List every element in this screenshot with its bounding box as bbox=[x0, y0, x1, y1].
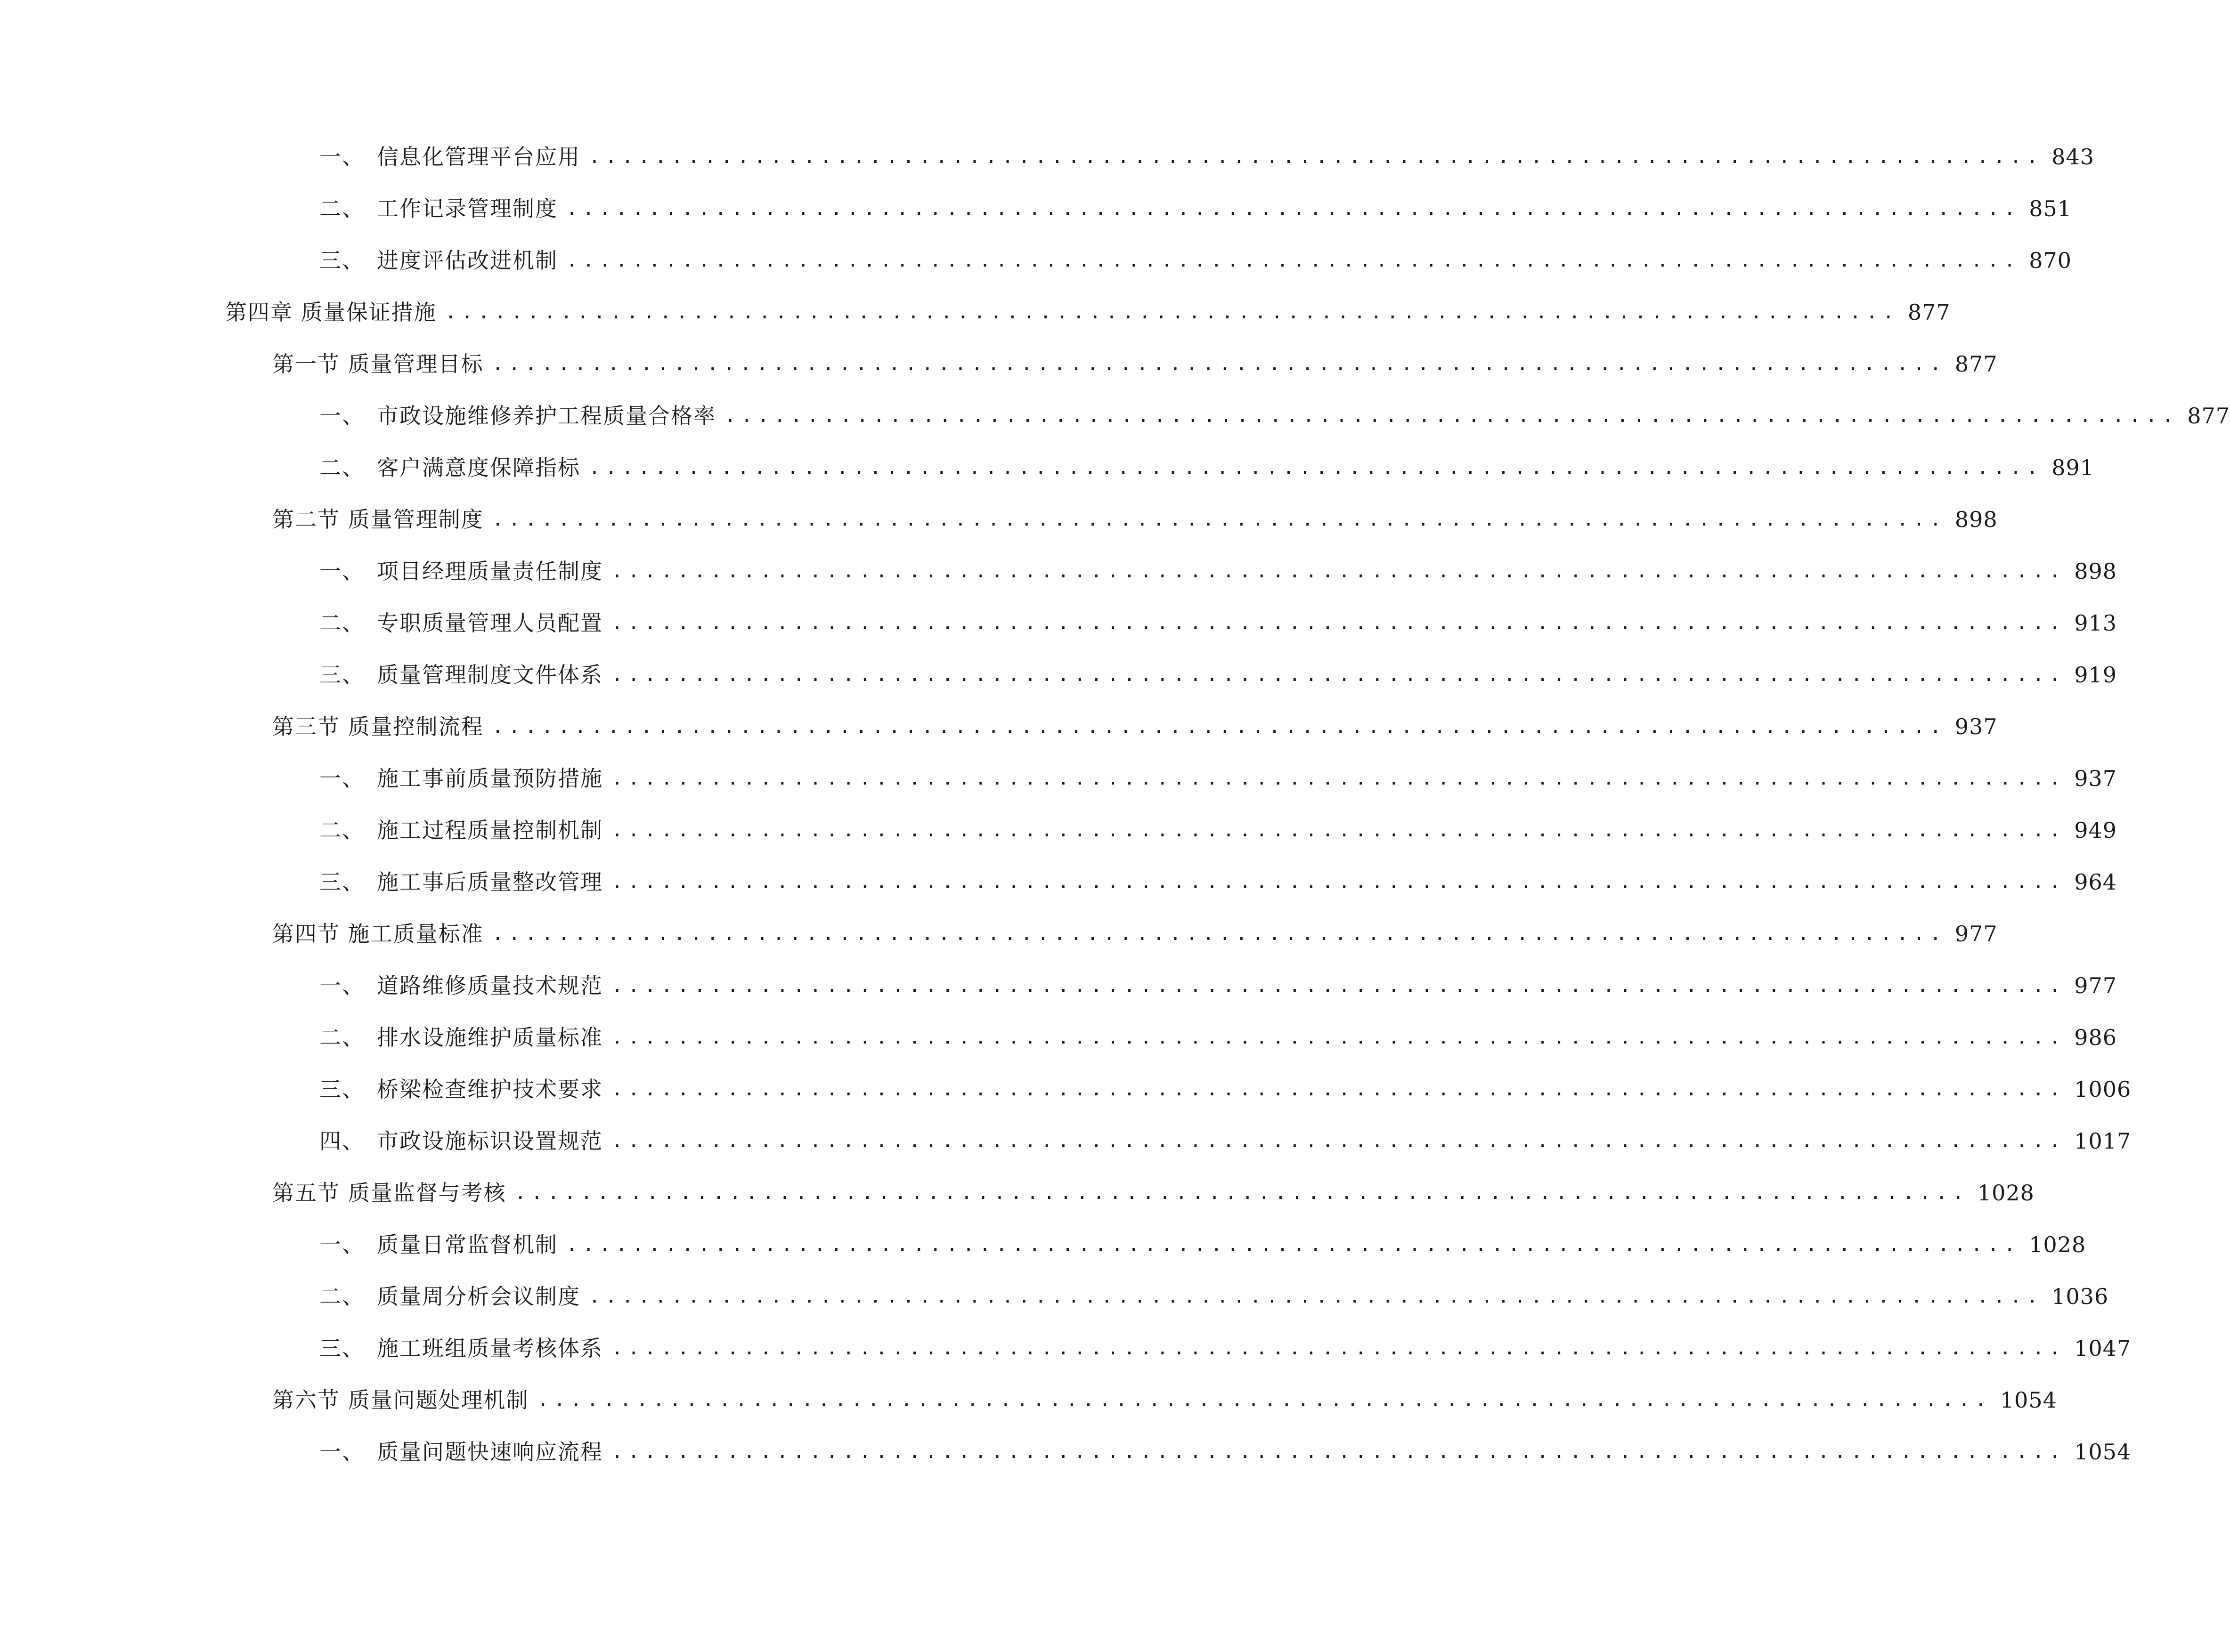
toc-entry-number: 二、 bbox=[319, 196, 365, 221]
toc-dot-leader: ........................................................................................ bbox=[566, 198, 2021, 219]
toc-entry-title: 第六节 质量问题处理机制 bbox=[272, 1387, 529, 1413]
toc-entry-page: 1036 bbox=[2051, 1284, 2109, 1309]
toc-entry[interactable] bbox=[319, 1122, 2132, 1160]
toc-entry-title: 项目经理质量责任制度 bbox=[377, 559, 603, 584]
toc-entry-page: 870 bbox=[2029, 248, 2072, 273]
toc-entry[interactable] bbox=[319, 656, 2117, 694]
toc-entry-number: 一、 bbox=[319, 144, 365, 170]
toc-entry[interactable] bbox=[319, 863, 2117, 901]
toc-entry-page: 877 bbox=[1954, 351, 1998, 377]
toc-entry-title: 信息化管理平台应用 bbox=[377, 144, 580, 170]
toc-entry-page: 898 bbox=[2074, 559, 2117, 584]
toc-entry[interactable] bbox=[319, 138, 2095, 176]
toc-entry[interactable] bbox=[319, 1433, 2132, 1471]
toc-entry[interactable] bbox=[319, 1329, 2132, 1367]
toc-entry-title: 质量问题快速响应流程 bbox=[377, 1439, 603, 1465]
toc-dot-leader: ........................................................................................ bbox=[611, 560, 2066, 582]
toc-entry-page: 1028 bbox=[2029, 1232, 2086, 1257]
toc-entry-number: 三、 bbox=[319, 248, 365, 273]
toc-entry-page: 986 bbox=[2074, 1025, 2117, 1050]
toc-entry-title: 质量周分析会议制度 bbox=[377, 1284, 580, 1309]
toc-entry-section[interactable] bbox=[272, 915, 1998, 953]
toc-entry[interactable] bbox=[319, 1070, 2132, 1108]
toc-entry-title: 道路维修质量技术规范 bbox=[377, 973, 603, 998]
toc-entry-title: 桥梁检查维护技术要求 bbox=[377, 1077, 603, 1102]
toc-entry-page: 877 bbox=[2187, 403, 2230, 429]
toc-entry-title: 第四节 施工质量标准 bbox=[272, 921, 484, 947]
toc-entry-title: 质量日常监督机制 bbox=[377, 1232, 558, 1257]
toc-entry-page: 843 bbox=[2051, 144, 2095, 170]
toc-entry-number: 一、 bbox=[319, 1439, 365, 1465]
toc-entry-title: 工作记录管理制度 bbox=[377, 196, 558, 221]
toc-entry-number: 三、 bbox=[319, 869, 365, 895]
toc-dot-leader: ........................................................................................ bbox=[611, 664, 2066, 686]
toc-dot-leader: ........................................................................................ bbox=[611, 975, 2066, 996]
toc-entry-number: 一、 bbox=[319, 973, 365, 998]
toc-entry-page: 891 bbox=[2051, 455, 2095, 480]
toc-dot-leader: ........................................................................................ bbox=[445, 301, 1899, 323]
toc-entry-section[interactable] bbox=[272, 708, 1998, 745]
toc-entry[interactable] bbox=[319, 1278, 2109, 1315]
toc-dot-leader: ........................................................................................ bbox=[589, 1286, 2043, 1307]
toc-entry[interactable] bbox=[319, 1019, 2117, 1056]
toc-entry-page: 1047 bbox=[2074, 1336, 2132, 1361]
toc-entry[interactable] bbox=[319, 242, 2072, 279]
toc-entry-title: 质量管理制度文件体系 bbox=[377, 662, 603, 688]
toc-entry[interactable] bbox=[319, 190, 2072, 227]
toc-entry-title: 施工事后质量整改管理 bbox=[377, 869, 603, 895]
toc-dot-leader: ........................................................................................ bbox=[611, 1337, 2066, 1359]
toc-dot-leader: ........................................................................................ bbox=[611, 1078, 2066, 1100]
toc-entry[interactable] bbox=[319, 397, 2230, 435]
toc-entry-number: 一、 bbox=[319, 403, 365, 429]
toc-dot-leader: ........................................................................................ bbox=[611, 819, 2066, 841]
toc-entry-page: 913 bbox=[2074, 610, 2117, 636]
toc-dot-leader: ........................................................................................ bbox=[492, 353, 1946, 375]
toc-entry-title: 第五节 质量监督与考核 bbox=[272, 1180, 506, 1206]
toc-entry-number: 一、 bbox=[319, 559, 365, 584]
toc-dot-leader: ........................................................................................ bbox=[589, 146, 2043, 168]
toc-dot-leader: ........................................................................................ bbox=[492, 923, 1946, 945]
toc-entry-title: 施工事前质量预防措施 bbox=[377, 766, 603, 791]
toc-entry-title: 第三节 质量控制流程 bbox=[272, 714, 484, 739]
toc-entry-number: 二、 bbox=[319, 818, 365, 843]
toc-entry-title: 第四章 质量保证措施 bbox=[225, 300, 437, 325]
toc-entry-page: 937 bbox=[1954, 714, 1998, 739]
toc-entry-number: 二、 bbox=[319, 1025, 365, 1050]
toc-dot-leader: ........................................................................................ bbox=[566, 250, 2021, 271]
toc-entry-page: 977 bbox=[2074, 973, 2117, 998]
toc-entry-section[interactable] bbox=[272, 345, 1998, 383]
toc-entry-page: 898 bbox=[1954, 507, 1998, 532]
toc-entry-title: 专职质量管理人员配置 bbox=[377, 610, 603, 636]
toc-entry-section[interactable] bbox=[272, 1381, 2057, 1419]
toc-entry-number: 一、 bbox=[319, 766, 365, 791]
toc-entry-section[interactable] bbox=[272, 501, 1998, 538]
toc-dot-leader: ........................................................................................ bbox=[611, 1027, 2066, 1048]
toc-entry-title: 第一节 质量管理目标 bbox=[272, 351, 484, 377]
toc-entry-title: 施工过程质量控制机制 bbox=[377, 818, 603, 843]
toc-entry-title: 市政设施标识设置规范 bbox=[377, 1128, 603, 1154]
toc-dot-leader: ........................................................................................ bbox=[611, 1130, 2066, 1152]
toc-dot-leader: ........................................................................................ bbox=[611, 612, 2066, 634]
toc-entry-page: 919 bbox=[2074, 662, 2117, 688]
toc-entry[interactable] bbox=[319, 1226, 2086, 1263]
toc-entry-number: 二、 bbox=[319, 455, 365, 480]
toc-entry-number: 一、 bbox=[319, 1232, 365, 1257]
toc-entry-page: 949 bbox=[2074, 818, 2117, 843]
toc-entry[interactable] bbox=[319, 552, 2117, 590]
toc-entry-title: 市政设施维修养护工程质量合格率 bbox=[377, 403, 716, 429]
toc-entry-page: 964 bbox=[2074, 869, 2117, 895]
toc-entry[interactable] bbox=[319, 604, 2117, 642]
toc-entry-title: 第二节 质量管理制度 bbox=[272, 507, 484, 532]
toc-entry-title: 排水设施维护质量标准 bbox=[377, 1025, 603, 1050]
toc-entry-chapter[interactable] bbox=[225, 293, 1951, 331]
toc-entry-page: 977 bbox=[1954, 921, 1998, 947]
toc-entry-page: 937 bbox=[2074, 766, 2117, 791]
toc-entry-number: 三、 bbox=[319, 662, 365, 688]
toc-entry-page: 1017 bbox=[2074, 1128, 2132, 1154]
toc-entry-number: 三、 bbox=[319, 1336, 365, 1361]
toc-entry-number: 二、 bbox=[319, 1284, 365, 1309]
toc-entry[interactable] bbox=[319, 449, 2095, 486]
toc-entry-title: 客户满意度保障指标 bbox=[377, 455, 580, 480]
toc-dot-leader: ........................................................................................ bbox=[566, 1234, 2021, 1255]
toc-entry-section[interactable] bbox=[272, 1174, 2035, 1212]
toc-dot-leader: ........................................................................................ bbox=[724, 405, 2179, 427]
toc-entry-number: 三、 bbox=[319, 1077, 365, 1102]
toc-entry-title: 进度评估改进机制 bbox=[377, 248, 558, 273]
toc-entry-page: 1054 bbox=[2000, 1387, 2057, 1413]
toc-dot-leader: ........................................................................................ bbox=[514, 1182, 1969, 1204]
toc-dot-leader: ........................................................................................ bbox=[492, 509, 1946, 530]
toc-dot-leader: ........................................................................................ bbox=[589, 457, 2043, 478]
toc-entry-page: 1054 bbox=[2074, 1439, 2132, 1465]
toc-entry-page: 1006 bbox=[2074, 1077, 2132, 1102]
toc-entry-number: 二、 bbox=[319, 610, 365, 636]
toc-dot-leader: ........................................................................................ bbox=[492, 716, 1946, 737]
toc-entry[interactable] bbox=[319, 967, 2117, 1004]
toc-entry[interactable] bbox=[319, 760, 2117, 797]
toc-dot-leader: ........................................................................................ bbox=[611, 871, 2066, 893]
toc-entry-page: 877 bbox=[1907, 300, 1951, 325]
toc-entry-page: 851 bbox=[2029, 196, 2072, 221]
toc-entry[interactable] bbox=[319, 811, 2117, 849]
toc-entry-number: 四、 bbox=[319, 1128, 365, 1154]
toc-entry-page: 1028 bbox=[1977, 1180, 2035, 1206]
toc-dot-leader: ........................................................................................ bbox=[611, 1441, 2066, 1463]
toc-entry-title: 施工班组质量考核体系 bbox=[377, 1336, 603, 1361]
toc-dot-leader: ........................................................................................ bbox=[537, 1389, 1992, 1411]
toc-dot-leader: ........................................................................................ bbox=[611, 768, 2066, 789]
